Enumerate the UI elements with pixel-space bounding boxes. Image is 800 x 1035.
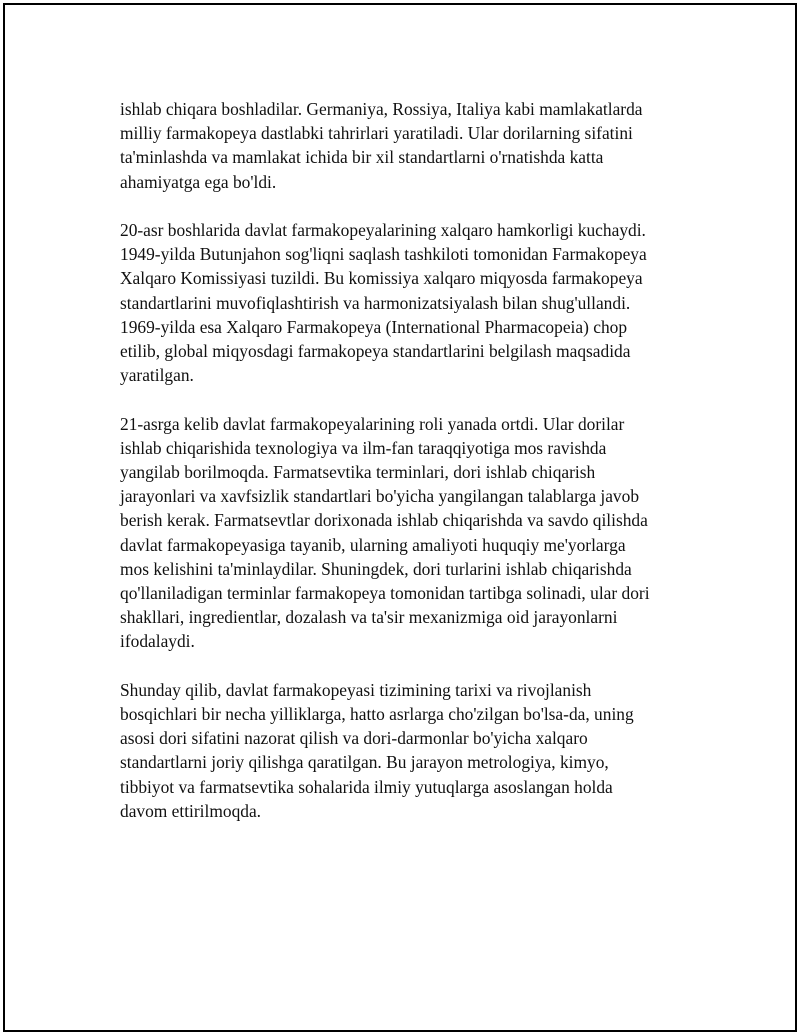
text-line: qo'llaniladigan terminlar farmakopeya tomonidan tartibga solinadi, ular dori [120,583,650,604]
text-line: asosi dori sifatini nazorat qilish va dori-darmonlar bo'yicha xalqaro [120,728,588,749]
text-line: etilib, global miqyosdagi farmakopeya standartlarini belgilash maqsadida [120,341,631,362]
text-line: davlat farmakopeyasiga tayanib, ularning amaliyoti huquqiy me'yorlarga [120,534,626,555]
text-line: bosqichlari bir necha yilliklarga, hatto asrlarga cho'zilgan bo'lsa-da, uning [120,704,634,725]
text-line: 1949-yilda Butunjahon sog'liqni saqlash tashkiloti tomonidan Farmakopeya [120,244,647,265]
paragraph-4 [120,678,695,823]
page-frame [3,3,797,1032]
text-line: standartlarini muvofiqlashtirish va harmonizatsiyalash bilan shug'ullandi. [120,292,631,313]
text-line: yangilab borilmoqda. Farmatsevtika terminlari, dori ishlab chiqarish [120,462,596,483]
text-line: ahamiyatga ega bo'ldi. [120,171,277,192]
text-line: shakllari, ingredientlar, dozalash va ta'sir mexanizmiga oid jarayonlarni [120,607,618,628]
document-body [120,97,695,847]
paragraph-3 [120,412,695,654]
text-line: yaratilgan. [120,365,194,386]
text-line: tibbiyot va farmatsevtika sohalarida ilmiy yutuqlarga asoslangan holda [120,776,613,797]
text-line: Shunday qilib, davlat farmakopeyasi tizimining tarixi va rivojlanish [120,679,592,700]
text-line: davom ettirilmoqda. [120,800,262,821]
text-line: 21-asrga kelib davlat farmakopeyalarining roli yanada ortdi. Ular dorilar [120,413,625,434]
text-line: ishlab chiqara boshladilar. Germaniya, Rossiya, Italiya kabi mamlakatlarda [120,99,643,119]
text-line: mos kelishini ta'minlaydilar. Shuningdek, dori turlarini ishlab chiqarishda [120,558,632,579]
text-line: jarayonlari va xavfsizlik standartlari bo'yicha yangilangan talablarga javob [120,486,640,507]
paragraph-2 [120,218,695,387]
text-line: Xalqaro Komissiyasi tuzildi. Bu komissiya xalqaro miqyosda farmakopeya [120,268,643,289]
text-line: ifodalaydi. [120,631,195,652]
text-line: 20-asr boshlarida davlat farmakopeyalarining xalqaro hamkorligi kuchaydi. [120,220,646,240]
text-line: 1969-yilda esa Xalqaro Farmakopeya (International Pharmacopeia) chop [120,316,628,337]
text-line: ta'minlashda va mamlakat ichida bir xil standartlarni o'rnatishda katta [120,147,604,168]
text-line: milliy farmakopeya dastlabki tahrirlari yaratiladi. Ular dorilarning sifatini [120,123,633,144]
text-line: berish kerak. Farmatsevtlar dorixonada ishlab chiqarishda va savdo qilishda [120,510,648,531]
text-line: ishlab chiqarishida texnologiya va ilm-fan taraqqiyotiga mos ravishda [120,437,607,458]
paragraph-1 [120,97,695,194]
text-line: standartlarni joriy qilishga qaratilgan. Bu jarayon metrologiya, kimyo, [120,752,609,773]
